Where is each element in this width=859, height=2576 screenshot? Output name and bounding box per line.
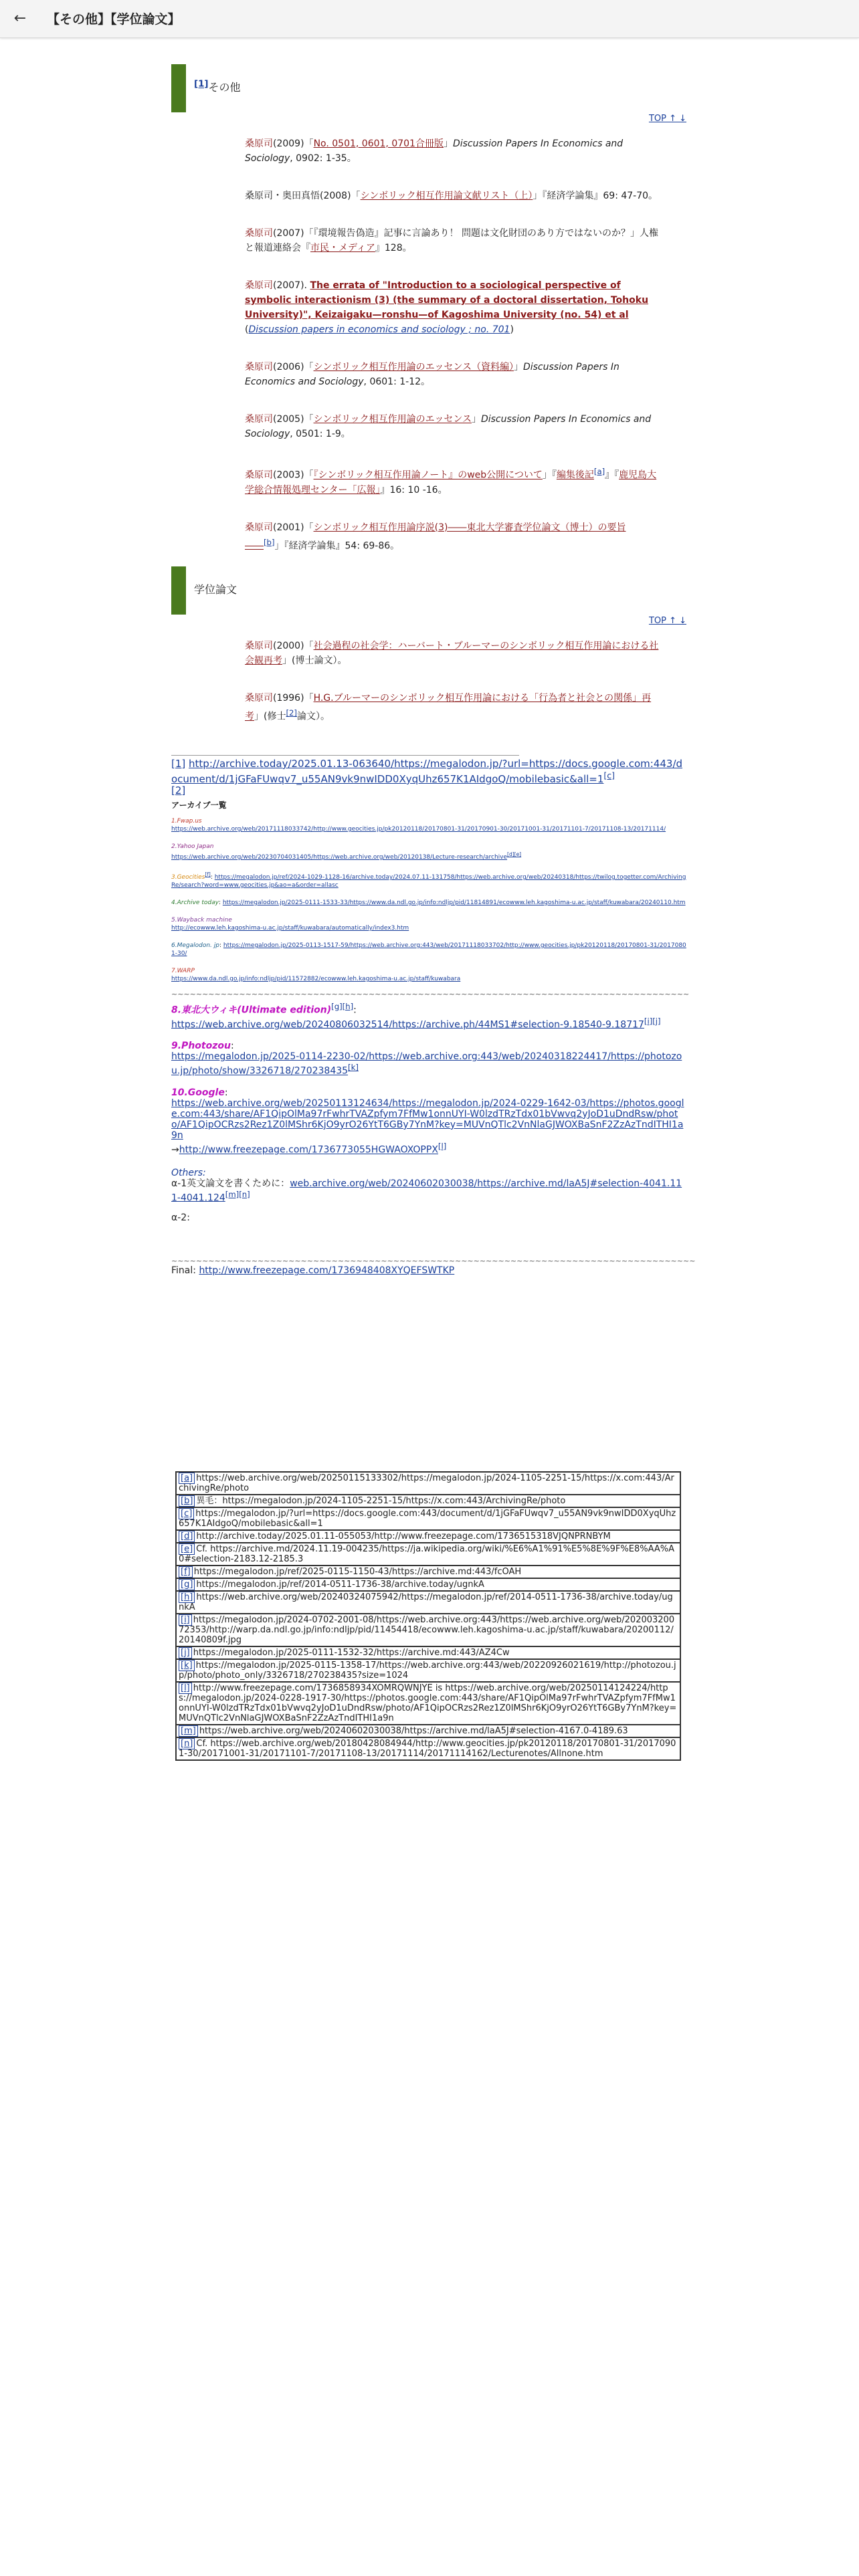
footnote-key[interactable]: [i] bbox=[179, 1614, 192, 1626]
footnote-ref[interactable]: [b] bbox=[264, 537, 275, 547]
archive-item bbox=[171, 967, 686, 983]
footnote-key[interactable]: [k] bbox=[179, 1660, 195, 1671]
footnote-key[interactable]: [e] bbox=[179, 1543, 195, 1555]
archive-link[interactable]: https://www.da.ndl.go.jp/info:ndljp/pid/11572882/ecowww.leh.kagoshima-u.ac.jp/staff/kuwabara bbox=[171, 975, 461, 982]
footnote-table-row bbox=[176, 1495, 680, 1507]
entry-link[interactable]: 『シンボリック相互作用論ノート』のweb公開について bbox=[313, 469, 543, 481]
final-link[interactable]: http://www.freezepage.com/1736948408XYQEFSWTKP bbox=[199, 1265, 455, 1277]
footnote-cell bbox=[176, 1566, 680, 1578]
footnote-table-row bbox=[176, 1659, 680, 1682]
footnote-text: https://web.archive.org/web/20250115133302/https://megalodon.jp/2024-1105-2251-15/https://x.com:443/ArchivingRe/photo bbox=[179, 1473, 674, 1493]
entry-text: (2003)「 bbox=[273, 469, 314, 481]
footnote-number[interactable]: [1] bbox=[171, 757, 186, 770]
footnote-text: https://web.archive.org/web/20240324075942/https://megalodon.jp/ref/2014-0511-1736-38/archive.today/ugnkA bbox=[179, 1592, 673, 1612]
mid-label: 10.Google bbox=[171, 1087, 225, 1098]
footnote-key[interactable]: [l] bbox=[179, 1683, 192, 1694]
entry-link[interactable]: シンボリック相互作用論文献リスト（上） bbox=[360, 191, 533, 201]
mid-link[interactable]: http://www.freezepage.com/1736773055HGWAOXOPPX bbox=[179, 1144, 438, 1156]
archive-item: 4.Archive today: https://megalodon.jp/2025-0111-1533-33/https://www.da.ndl.go.jp/info:ndljp/pid/11814891/ecowww.leh.kagoshima-u.ac.jp/staff/kuwabara/20240110.htm bbox=[171, 899, 686, 906]
entry-journal-link[interactable]: Discussion papers in economics and sociology ; no. 701 bbox=[248, 324, 510, 335]
main-content bbox=[171, 64, 696, 1277]
bibliography-entry bbox=[245, 520, 660, 554]
footnote-table-row bbox=[176, 1737, 680, 1760]
bibliography-entry bbox=[245, 278, 660, 337]
entry-author: 桑原司・奥田真悟 bbox=[245, 191, 320, 201]
footnote-text: https://megalodon.jp/ref/2014-0511-1736-38/archive.today/ugnkA bbox=[196, 1580, 484, 1590]
bibliography-entry bbox=[245, 412, 660, 441]
archive-link[interactable]: https://megalodon.jp/2025-0113-1517-59/https://web.archive.org:443/web/20171118033702/http://www.geocities.jp/pk20120118/20170801-31/20170801-30/ bbox=[171, 942, 686, 957]
page-title: 【その他】【学位論文】 bbox=[47, 12, 181, 27]
entry-author: 桑原司 bbox=[245, 228, 273, 239]
archive-label: 4.Archive today bbox=[171, 899, 219, 906]
footnote-ref[interactable]: [m][n] bbox=[225, 1189, 250, 1199]
archive-label: 2.Yahoo Japan bbox=[171, 843, 214, 850]
footnote-key[interactable]: [m] bbox=[179, 1725, 198, 1737]
entry-text: 」 bbox=[513, 362, 523, 372]
mid-label: 9.Photozou bbox=[171, 1041, 231, 1052]
archive-label: 5.Wayback machine bbox=[171, 916, 232, 924]
entry-text: (2007)「『環境報告偽造』記事に言論あり！ 問題は文化財団のあり方ではないのか？」人権と報道連絡会『 bbox=[245, 228, 659, 253]
footnote-1 bbox=[171, 758, 686, 785]
footnote-ref[interactable]: [d][e] bbox=[507, 851, 522, 857]
entry-text: 論文）。 bbox=[296, 711, 330, 722]
entry-link[interactable]: シンボリック相互作用論序説(3)――東北大学審査学位論文（博士）の要旨―― bbox=[245, 522, 626, 552]
footnote-text: https://megalodon.jp/2025-0115-1358-17/https://web.archive.org:443/web/20220926021619/http://photozou.jp/photo/photo_only/3326718/270238435?size=1024 bbox=[179, 1660, 676, 1681]
footnote-text: https://megalodon.jp/ref/2025-0115-1150-43/https://archive.md:443/fcOAH bbox=[193, 1567, 522, 1577]
entry-author: 桑原司 bbox=[245, 522, 273, 533]
bibliography-entry bbox=[245, 136, 660, 166]
entry-author: 桑原司 bbox=[245, 280, 273, 291]
entry-link[interactable]: 編集後記 bbox=[556, 469, 594, 481]
archive-link[interactable]: https://megalodon.jp/ref/2024-1029-1128-16/archive.today/2024.07.11-131758/https://web.archive.org/web/20240318/https://twilog.togetter.com/ArchivingRe/search?word=www.geocities.jp&ao=a&order=allasc bbox=[171, 873, 686, 889]
section-header-other bbox=[171, 64, 686, 112]
footnote-cell bbox=[176, 1614, 680, 1646]
footnote-table bbox=[175, 1471, 681, 1761]
entry-text: 」(博士論文）。 bbox=[282, 655, 347, 667]
entry-journal: Discussion Papers In Economics and Sociology bbox=[245, 362, 619, 387]
mid-list bbox=[171, 1001, 686, 1156]
footnote-ref[interactable]: [a] bbox=[593, 467, 605, 476]
entry-link[interactable]: シンボリック相互作用論のエッセンス（資料編） bbox=[313, 362, 514, 372]
footnote-cell bbox=[176, 1725, 680, 1737]
footnote-table-row bbox=[176, 1543, 680, 1566]
footnote-text: https://megalodon.jp/2024-0702-2001-08/https://web.archive.org:443/https://web.archive.org/web/20200320072353/http://warp.da.ndl.go.jp/info:ndljp/pid/11454418/ecowww.leh.kagoshima-u.ac.jp/staff/kuwabara/20200112/20140809f.jpg bbox=[179, 1615, 675, 1645]
footnote-ref[interactable]: [c] bbox=[603, 770, 615, 780]
top-link[interactable]: TOP ↑ ↓ bbox=[648, 616, 686, 627]
archive-label: 7.WARP bbox=[171, 967, 195, 974]
footnote-cell bbox=[176, 1737, 680, 1760]
archive-label: 6.Megalodon. jp bbox=[171, 942, 219, 949]
footnote-table-row bbox=[176, 1614, 680, 1646]
bibliography-entry bbox=[245, 226, 660, 255]
footnote-cell bbox=[176, 1507, 680, 1530]
footnote-cell bbox=[176, 1543, 680, 1566]
archive-item bbox=[171, 817, 686, 833]
final-label: Final: bbox=[171, 1265, 199, 1277]
footnote-text: Cf. https://archive.md/2024.11.19-004235/https://ja.wikipedia.org/wiki/%E6%A1%91%E5%8E%9F%E8%AA%A0#selection-2183.12-2185.3 bbox=[179, 1544, 674, 1564]
entry-text: 』『 bbox=[605, 469, 619, 481]
footnote-cell bbox=[176, 1682, 680, 1725]
entry-text: 」 bbox=[471, 414, 481, 425]
footnote-2 bbox=[171, 785, 686, 796]
entry-text: ( bbox=[245, 324, 249, 335]
footnote-cell bbox=[176, 1659, 680, 1682]
mid-item bbox=[171, 1001, 686, 1030]
footnote-text: Cf. https://web.archive.org/web/20180428084944/http://www.geocities.jp/pk20120118/20170801-31/20170901-30/20171001-31/20171101-7/20171108-13/20171114/20171114162/Lecturenotes/Allnone.htm bbox=[179, 1739, 676, 1759]
footnote-ref[interactable]: [g][h] bbox=[331, 1001, 354, 1011]
mid-colon: : bbox=[224, 1087, 228, 1098]
entry-text: (2005)「 bbox=[273, 414, 314, 425]
bibliography-entry bbox=[245, 464, 660, 498]
footnote-table-row bbox=[176, 1591, 680, 1614]
footnote-key[interactable]: [j] bbox=[179, 1647, 192, 1658]
entry-link[interactable]: H.G.ブルーマーのシンボリック相互作用論における「行為者と社会との関係」再考 bbox=[245, 693, 652, 722]
entry-link[interactable]: シンボリック相互作用論のエッセンス bbox=[313, 414, 472, 425]
mid-link[interactable]: https://megalodon.jp/2025-0114-2230-02/https://web.archive.org:443/web/20240318224417/https://photozou.jp/photo/show/3326718/270238435 bbox=[171, 1051, 682, 1077]
entry-author: 桑原司 bbox=[245, 469, 273, 481]
footnote-ref[interactable]: [l] bbox=[438, 1141, 447, 1151]
footnote-table-row bbox=[176, 1566, 680, 1578]
top-link[interactable]: TOP ↑ ↓ bbox=[648, 114, 686, 124]
dashes: ~~~~~~~~~~~~~~~~~~~~~~~~~~~~~~~~~~~~~~~~~~~~~~~~~~~~~~~~~~~~~~~~~~~~~~~~~~~~~~~~~~~~~ bbox=[171, 1257, 696, 1266]
others-label: Others: bbox=[171, 1167, 206, 1178]
archive-list bbox=[171, 817, 686, 983]
section-header-thesis bbox=[171, 566, 686, 615]
footnote-cell bbox=[176, 1495, 680, 1507]
entry-link[interactable]: 市民・メディア bbox=[310, 243, 375, 253]
footnote-table-row bbox=[176, 1578, 680, 1591]
section-title-text: その他 bbox=[208, 81, 241, 94]
footnote-table-row bbox=[176, 1530, 680, 1543]
footnote-text: https://megalodon.jp/2025-0111-1532-32/https://archive.md:443/AZ4Cw bbox=[193, 1648, 510, 1658]
footnote-key[interactable]: [c] bbox=[179, 1508, 194, 1519]
footnote-text: 異毛：https://megalodon.jp/2024-1105-2251-15/https://x.com:443/ArchivingRe/photo bbox=[196, 1496, 566, 1506]
footnote-cell bbox=[176, 1472, 680, 1495]
footnote-text: https://megalodon.jp/?url=https://docs.google.com:443/document/d/1jGFaFUwqv7_u55AN9vk9nwIDD0XyqUhz657K1AIdgoQ/mobilebasic&all=1 bbox=[179, 1509, 676, 1529]
entry-text: (2006)「 bbox=[273, 362, 314, 372]
footnote-cell bbox=[176, 1578, 680, 1591]
entry-author: 桑原司 bbox=[245, 641, 273, 652]
bibliography-entry bbox=[245, 189, 660, 203]
mid-item bbox=[171, 1087, 686, 1156]
archive-item: 6.Megalodon. jp: https://megalodon.jp/2025-0113-1517-59/https://web.archive.org:443/web/20171118033702/http://www.geocities.jp/pk20120118/20170801-31/20170801-30/ bbox=[171, 942, 686, 957]
footnote-key[interactable]: [a] bbox=[179, 1473, 195, 1484]
footnote-table-row bbox=[176, 1682, 680, 1725]
arrow-text: → bbox=[171, 1144, 179, 1156]
footnote-table-row bbox=[176, 1472, 680, 1495]
entry-journal: Discussion Papers In Economics and Sociology bbox=[245, 414, 652, 439]
archive-link[interactable]: https://web.archive.org/web/20171118033742/http://www.geocities.jp/pk20120118/20170801-31/20170901-30/20171001-31/20171101-7/20171108-13/20171114/ bbox=[171, 825, 666, 833]
archive-label: 3.Geocities bbox=[171, 873, 205, 881]
footnote-cell bbox=[176, 1591, 680, 1614]
archive-label: 1.Fwap.us bbox=[171, 817, 202, 825]
archive-link[interactable]: https://web.archive.org/web/20230704031405/https://web.archive.org/web/20120138/Lecture-research/archive bbox=[171, 853, 508, 861]
bibliography-entry bbox=[245, 360, 660, 389]
entry-text: 」『経済学論集』69: 47-70。 bbox=[533, 191, 658, 201]
archive-link[interactable]: http://ecowww.leh.kagoshima-u.ac.jp/staff/kuwabara/automatically/index3.htm bbox=[171, 924, 409, 932]
entry-text: 』128。 bbox=[375, 243, 412, 253]
entry-text: (2000)「 bbox=[273, 641, 314, 652]
entry-journal: Discussion Papers In Economics and Sociology bbox=[245, 138, 624, 164]
entry-text: , 0601: 1-12。 bbox=[363, 377, 431, 387]
entry-author: 桑原司 bbox=[245, 693, 273, 704]
entry-text: (2009)「 bbox=[273, 138, 314, 149]
archive-list-title: アーカイブ一覧 bbox=[171, 800, 227, 810]
footnote-key[interactable]: [b] bbox=[179, 1495, 195, 1507]
app-bar bbox=[0, 0, 859, 38]
mid-label: 8.東北大ウィキ(Ultimate edition) bbox=[171, 1004, 332, 1016]
back-arrow-icon[interactable]: ← bbox=[13, 10, 27, 27]
footnote-key[interactable]: [n] bbox=[179, 1738, 195, 1749]
entry-link[interactable]: No. 0501, 0601, 0701合冊版 bbox=[313, 138, 444, 149]
archive-link[interactable]: https://megalodon.jp/2025-0111-1533-33/https://www.da.ndl.go.jp/info:ndljp/pid/11814891/ecowww.leh.kagoshima-u.ac.jp/staff/kuwabara/20240110.htm bbox=[222, 899, 686, 906]
final-block bbox=[171, 1265, 686, 1276]
footnote-number[interactable]: [2] bbox=[171, 784, 186, 796]
footnote-key[interactable]: [g] bbox=[179, 1579, 195, 1590]
archive-item bbox=[171, 916, 686, 932]
footnote-text: https://web.archive.org/web/20240602030038/https://archive.md/laA5J#selection-4167.0-4189.63 bbox=[199, 1726, 628, 1736]
entry-text: (2007). bbox=[273, 280, 310, 291]
entry-author: 桑原司 bbox=[245, 138, 273, 149]
footnote-table-row bbox=[176, 1507, 680, 1530]
entry-link[interactable]: 鹿児島大学総合情報処理センター「広報」 bbox=[245, 469, 657, 496]
entry-link[interactable]: The errata of "Introduction to a sociological perspective of symbolic interactionism (3) (the summary of a doctoral dissertation, Tohoku University)", Keizaigaku—ronshu—of Kagoshima University (no. 54) et al bbox=[245, 280, 649, 320]
archive-item bbox=[171, 843, 686, 861]
bibliography-entry bbox=[245, 691, 660, 724]
mid-link[interactable]: https://web.archive.org/web/20240806032514/https://archive.ph/44MS1#selection-9.18540-9.18717 bbox=[171, 1019, 644, 1031]
footnote-ref[interactable]: [f] bbox=[205, 871, 211, 877]
footnote-ref[interactable]: [2] bbox=[286, 708, 297, 718]
mid-item bbox=[171, 1041, 686, 1077]
section-title: 学位論文 bbox=[194, 583, 237, 597]
mid-link[interactable]: https://web.archive.org/web/20250113124634/https://megalodon.jp/2024-0229-1642-03/https://photos.google.com:443/share/AF1QipOlMa97rFwhrTVAZpfym7FfMw1onnUYI-W0lzdTRzTdx01bVwvq2yJoD1uDndRsw/photo/AF1QipOCRzs2Rez1Z0lMShr6KjO9yrO26YtT6GBy7YnM?key=MUVnQTlc2VnNlaGJWOXBaSnF2ZzAzTndITHI1a9n bbox=[171, 1097, 684, 1141]
footnote-key[interactable]: [f] bbox=[179, 1566, 193, 1578]
others-link[interactable]: web.archive.org/web/20240602030038/https://archive.md/laA5J#selection-4041.111-4041.124 bbox=[171, 1178, 682, 1204]
footnote-cell bbox=[176, 1530, 680, 1543]
entry-author: 桑原司 bbox=[245, 362, 273, 372]
footnote-text: http://www.freezepage.com/1736858934XOMRQWNJYE is https://web.archive.org/web/20250114124224/https://megalodon.jp/2024-0228-1917-30/https://photos.google.com:443/share/AF1QipOlMa97rFwhrTVAZpfym7FfMw1onnUYI-W0lzdTRzTdx01bVwvq2yJoD1uDndRsw/photo/AF1QipOCRzs2Rez1Z0lMShr6KjO9yrO26YtT6GBy7YnM?key=MUVnQTlc2VnNlaGJWOXBaSnF2ZzAzTndITHI1a9n bbox=[179, 1683, 677, 1723]
mid-colon: : bbox=[353, 1004, 357, 1016]
entry-text: (2001)「 bbox=[273, 522, 314, 533]
entry-link[interactable]: 社会過程の社会学：ハーバート・ブルーマーのシンボリック相互作用論における社会観再考 bbox=[245, 641, 659, 667]
footnote-link-1[interactable]: [1] bbox=[194, 79, 209, 90]
entry-text: 」『経済学論集』54: 69-86。 bbox=[274, 540, 400, 552]
entry-text: , 0501: 1-9。 bbox=[290, 429, 351, 439]
footnote-table-row bbox=[176, 1646, 680, 1659]
entry-text: , 0902: 1-35。 bbox=[290, 153, 357, 164]
entry-author: 桑原司 bbox=[245, 414, 273, 425]
mid-colon: : bbox=[230, 1041, 234, 1052]
entry-text: 」(修士 bbox=[254, 711, 286, 722]
entry-text: ) bbox=[510, 324, 514, 335]
entry-text: 」 bbox=[443, 138, 453, 149]
footnote-ref[interactable]: [k] bbox=[348, 1063, 359, 1073]
entry-text: 』16: 10 -16。 bbox=[380, 484, 448, 496]
footnote-table-row bbox=[176, 1725, 680, 1737]
footnote-key[interactable]: [d] bbox=[179, 1531, 195, 1542]
section-title bbox=[194, 79, 240, 94]
footnote-key[interactable]: [h] bbox=[179, 1592, 195, 1603]
footnote-cell bbox=[176, 1646, 680, 1659]
entry-text: (2008)「 bbox=[320, 191, 361, 201]
archive-item: 3.Geocities[f]: https://megalodon.jp/ref/2024-1029-1128-16/archive.today/2024.07.11-131758/https://web.archive.org/web/20240318/https://twilog.togetter.com/ArchivingRe/search?word=www.geocities.jp&ao=a&order=allasc bbox=[171, 871, 686, 889]
others-text: α-1英文論文を書くために： bbox=[171, 1178, 290, 1189]
footnote-ref[interactable]: [i][j] bbox=[644, 1016, 661, 1026]
dashes: ~~~~~~~~~~~~~~~~~~~~~~~~~~~~~~~~~~~~~~~~~~~~~~~~~~~~~~~~~~~~~~~~~~~~~~~~~~~~~~~~~~~~ bbox=[171, 989, 690, 998]
others-text: α-2: bbox=[171, 1212, 190, 1224]
entry-text: 」『 bbox=[542, 469, 557, 481]
footnote-table-body bbox=[176, 1472, 680, 1760]
entry-text: (1996)「 bbox=[273, 693, 314, 704]
footnote-text: http://archive.today/2025.01.11-055053/http://www.freezepage.com/1736515318VJQNPRNBYM bbox=[196, 1531, 611, 1541]
others-block bbox=[171, 1168, 686, 1224]
bibliography-entry bbox=[245, 639, 660, 668]
footnote-link[interactable]: http://archive.today/2025.01.13-063640/https://megalodon.jp/?url=https://docs.google.com:443/document/d/1jGFaFUwqv7_u55AN9vk9nwIDD0XyqUhz657K1AIdgoQ/mobilebasic&all=1 bbox=[171, 757, 683, 785]
